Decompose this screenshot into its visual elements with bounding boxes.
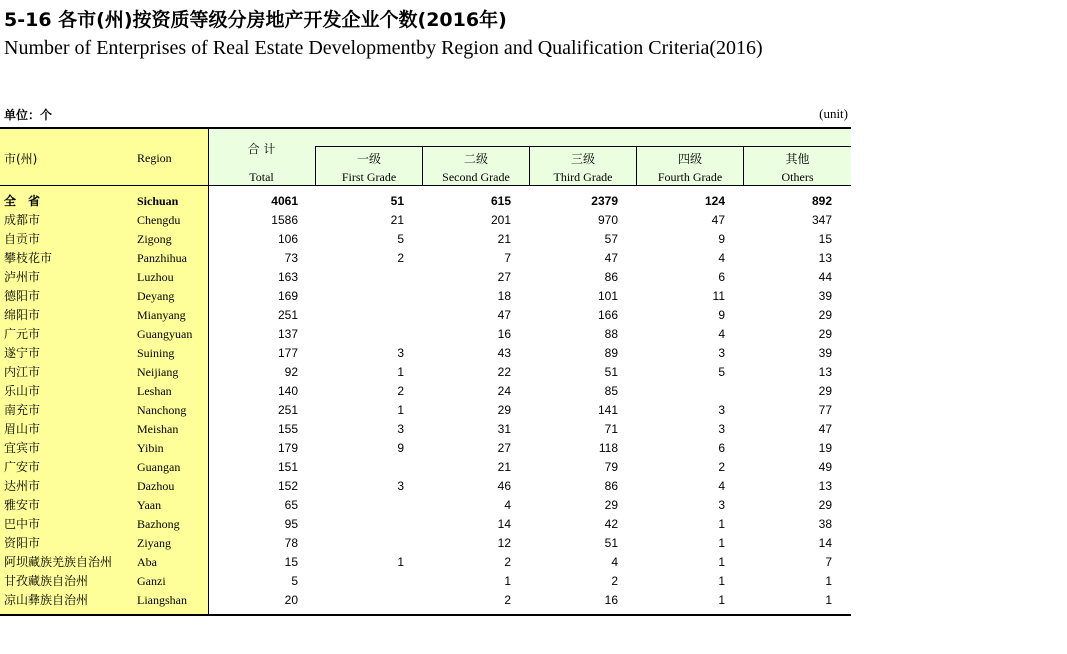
header-second-grade-en: Second Grade [442,170,510,184]
row-others: 347 [811,213,832,227]
row-third-grade: 86 [604,479,618,493]
row-region: Liangshan [137,593,187,607]
row-others: 29 [818,308,832,322]
row-third-grade: 4 [611,555,618,569]
row-region: Ziyang [137,536,171,550]
row-region: Aba [137,555,157,569]
row-third-grade: 118 [598,441,618,455]
row-others: 44 [818,270,832,284]
row-city: 广元市 [4,327,41,341]
table-row [0,572,851,591]
row-total: 179 [277,441,298,455]
row-fourth-grade: 1 [718,555,725,569]
row-first-grade: 3 [397,422,404,436]
row-region: Ganzi [137,574,166,588]
row-second-grade: 201 [490,213,511,227]
table-row [0,268,851,287]
row-third-grade: 57 [604,232,618,246]
row-third-grade: 71 [604,422,618,436]
row-city: 自贡市 [4,232,41,246]
row-total: 73 [284,251,298,265]
row-total: 106 [277,232,298,246]
row-city: 内江市 [4,365,41,379]
row-first-grade: 3 [397,346,404,360]
row-fourth-grade: 9 [718,308,725,322]
row-city: 乐山市 [4,384,41,398]
row-first-grade: 2 [397,251,404,265]
table-row [0,249,851,268]
row-region: Yibin [137,441,164,455]
row-fourth-grade: 1 [718,536,725,550]
row-region: Sichuan [137,194,179,208]
row-second-grade: 31 [497,422,511,436]
row-region: Luzhou [137,270,174,284]
header-fourth-grade-cn: 四级 [677,152,702,166]
table-row [0,230,851,249]
row-first-grade: 1 [397,555,404,569]
row-third-grade: 79 [604,460,618,474]
table-row [0,344,851,363]
row-region: Dazhou [137,479,175,493]
row-city: 达州市 [4,479,41,493]
row-others: 47 [818,422,832,436]
row-third-grade: 51 [604,536,618,550]
row-region: Suining [137,346,175,360]
row-total: 251 [277,308,298,322]
header-others-cn: 其他 [785,152,810,166]
row-fourth-grade: 11 [712,289,725,303]
page-title-english: Number of Enterprises of Real Estate Developmentby Region and Qualification Criteria(2016) [4,37,763,59]
table-row [0,420,851,439]
row-total: 65 [284,498,298,512]
header-third-grade-en: Third Grade [553,170,613,184]
table-row [0,496,851,515]
row-fourth-grade: 1 [718,517,725,531]
row-third-grade: 88 [604,327,618,341]
row-first-grade: 2 [397,384,404,398]
row-total: 251 [277,403,298,417]
row-others: 13 [818,251,832,265]
table-top-rule [0,127,851,129]
row-fourth-grade: 6 [718,270,725,284]
row-others: 7 [825,555,832,569]
row-total: 140 [277,384,298,398]
table-row [0,553,851,572]
row-region: Nanchong [137,403,187,417]
row-third-grade: 2 [611,574,618,588]
table-row [0,477,851,496]
row-others: 39 [818,346,832,360]
row-others: 38 [818,517,832,531]
row-total: 4061 [271,194,298,208]
row-second-grade: 27 [497,441,511,455]
row-third-grade: 101 [597,289,618,303]
row-city: 全 省 [4,194,41,208]
row-others: 77 [818,403,832,417]
row-third-grade: 29 [604,498,618,512]
row-fourth-grade: 124 [704,194,725,208]
header-bottom-rule [0,185,851,186]
row-total: 177 [277,346,298,360]
row-second-grade: 21 [497,460,511,474]
row-total: 169 [277,289,298,303]
row-second-grade: 16 [497,327,511,341]
row-region: Chengdu [137,213,181,227]
row-city: 遂宁市 [4,346,41,360]
row-others: 892 [811,194,832,208]
row-third-grade: 16 [604,593,618,607]
row-others: 19 [818,441,832,455]
row-others: 29 [818,327,832,341]
row-others: 49 [818,460,832,474]
row-third-grade: 47 [604,251,618,265]
row-third-grade: 2379 [591,194,618,208]
row-third-grade: 51 [604,365,618,379]
table-row [0,591,851,610]
header-total-cn: 合 计 [247,142,276,156]
table-bottom-rule [0,614,851,616]
row-region: Neijiang [137,365,179,379]
row-second-grade: 24 [497,384,511,398]
row-total: 155 [277,422,298,436]
row-second-grade: 47 [497,308,511,322]
row-fourth-grade: 6 [718,441,725,455]
table-row [0,458,851,477]
row-fourth-grade: 9 [718,232,725,246]
row-city: 南充市 [4,403,41,417]
unit-label-english: (unit) [819,106,848,121]
row-city: 成都市 [4,213,41,227]
table-row [0,211,851,230]
row-city: 资阳市 [4,536,41,550]
row-others: 13 [818,479,832,493]
header-city: 市(州) [4,152,38,166]
row-total: 5 [291,574,298,588]
header-others-en: Others [781,170,814,184]
row-total: 15 [284,555,298,569]
row-others: 13 [818,365,832,379]
row-total: 151 [277,460,298,474]
header-first-grade-cn: 一级 [356,152,381,166]
table-row [0,382,851,401]
row-city: 广安市 [4,460,41,474]
row-region: Panzhihua [137,251,187,265]
row-second-grade: 29 [497,403,511,417]
page-title-chinese: 5-16 各市(州)按资质等级分房地产开发企业个数(2016年) [4,9,507,31]
row-first-grade: 3 [397,479,404,493]
row-others: 29 [818,384,832,398]
row-total: 137 [277,327,298,341]
row-fourth-grade: 5 [718,365,725,379]
row-first-grade: 1 [397,365,404,379]
row-others: 1 [825,574,832,588]
row-second-grade: 14 [497,517,511,531]
row-second-grade: 615 [490,194,511,208]
row-region: Guangan [137,460,181,474]
row-third-grade: 166 [597,308,618,322]
row-total: 1586 [271,213,298,227]
row-first-grade: 9 [397,441,404,455]
row-second-grade: 46 [497,479,511,493]
row-second-grade: 2 [504,555,511,569]
table-row [0,287,851,306]
row-city: 阿坝藏族羌族自治州 [4,555,113,569]
row-third-grade: 86 [604,270,618,284]
table-row [0,534,851,553]
row-city: 雅安市 [4,498,41,512]
row-others: 29 [818,498,832,512]
row-third-grade: 970 [597,213,618,227]
row-region: Meishan [137,422,179,436]
header-first-grade-en: First Grade [341,170,397,184]
row-total: 95 [284,517,298,531]
row-city: 德阳市 [4,289,41,303]
row-fourth-grade: 3 [718,498,725,512]
table-row [0,363,851,382]
row-city: 凉山彝族自治州 [4,593,89,607]
header-region: Region [137,151,172,165]
row-fourth-grade: 3 [718,403,725,417]
row-second-grade: 43 [497,346,511,360]
row-others: 14 [818,536,832,550]
row-others: 1 [825,593,832,607]
row-fourth-grade: 1 [718,593,725,607]
row-region: Deyang [137,289,175,303]
row-first-grade: 1 [397,403,404,417]
row-city: 泸州市 [4,270,41,284]
row-fourth-grade: 3 [718,346,725,360]
header-subdivider [315,146,851,147]
row-fourth-grade: 3 [718,422,725,436]
row-fourth-grade: 4 [718,327,725,341]
unit-label-chinese: 单位：个 [4,108,53,122]
row-second-grade: 4 [504,498,511,512]
row-region: Guangyuan [137,327,193,341]
row-total: 163 [277,270,298,284]
table-row [0,515,851,534]
row-fourth-grade: 4 [718,251,725,265]
row-city: 绵阳市 [4,308,41,322]
row-fourth-grade: 47 [711,213,725,227]
header-total-en: Total [249,170,274,184]
row-third-grade: 141 [597,403,618,417]
row-second-grade: 2 [504,593,511,607]
row-second-grade: 12 [497,536,511,550]
table-row [0,439,851,458]
row-second-grade: 27 [497,270,511,284]
row-first-grade: 21 [390,213,404,227]
row-second-grade: 1 [504,574,511,588]
row-first-grade: 5 [397,232,404,246]
table-row [0,401,851,420]
row-others: 15 [818,232,832,246]
row-second-grade: 7 [504,251,511,265]
header-fourth-grade-en: Fourth Grade [657,170,723,184]
row-city: 甘孜藏族自治州 [4,574,89,588]
row-city: 巴中市 [4,517,41,531]
row-third-grade: 89 [604,346,618,360]
row-third-grade: 42 [604,517,618,531]
row-region: Zigong [137,232,172,246]
row-region: Leshan [137,384,172,398]
table-row-total [0,192,851,211]
row-second-grade: 21 [497,232,511,246]
header-third-grade-cn: 三级 [570,152,595,166]
table-row [0,306,851,325]
row-fourth-grade: 2 [718,460,725,474]
row-others: 39 [818,289,832,303]
row-fourth-grade: 4 [718,479,725,493]
row-region: Bazhong [137,517,180,531]
row-region: Mianyang [137,308,186,322]
row-second-grade: 18 [497,289,511,303]
row-region: Yaan [137,498,162,512]
row-city: 眉山市 [4,422,41,436]
header-second-grade-cn: 二级 [463,152,488,166]
row-total: 20 [284,593,298,607]
row-total: 92 [284,365,298,379]
row-total: 152 [277,479,298,493]
row-city: 攀枝花市 [4,251,53,265]
row-city: 宜宾市 [4,441,41,455]
row-second-grade: 22 [497,365,511,379]
row-third-grade: 85 [604,384,618,398]
row-fourth-grade: 1 [718,574,725,588]
row-first-grade: 51 [390,194,404,208]
row-total: 78 [284,536,298,550]
table-row [0,325,851,344]
